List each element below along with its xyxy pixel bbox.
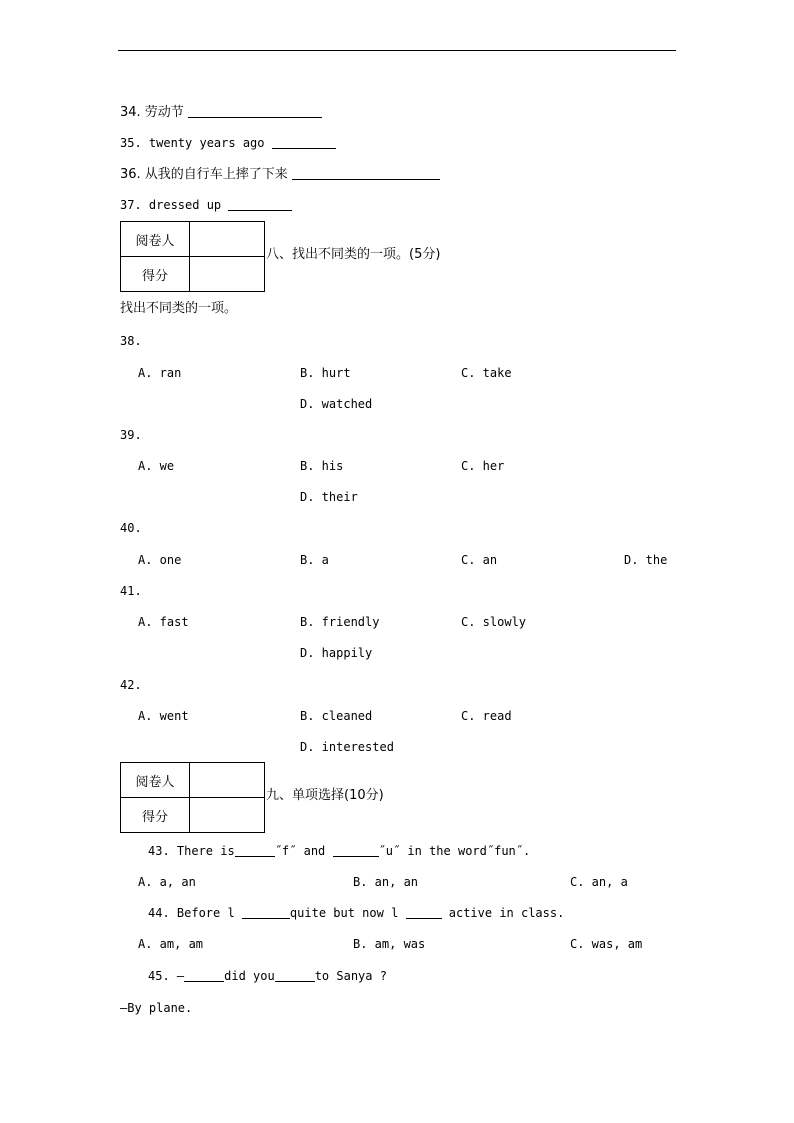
- answer-blank-44-1[interactable]: [242, 917, 290, 919]
- option-43-b[interactable]: B. an, an: [353, 875, 419, 889]
- option-39-d[interactable]: D. their: [300, 490, 358, 504]
- question-45: [148, 969, 387, 983]
- header-rule: [118, 50, 676, 51]
- section9-title: 九、单项选择(10分): [266, 788, 384, 803]
- option-42-c[interactable]: C. read: [461, 709, 512, 723]
- option-44-c[interactable]: C. was, am: [570, 937, 643, 951]
- option-43-a[interactable]: A. a, an: [138, 875, 196, 889]
- answer-blank-45-2[interactable]: [275, 980, 315, 982]
- option-42-b[interactable]: B. cleaned: [300, 709, 373, 723]
- answer-blank-37[interactable]: [228, 209, 292, 211]
- option-40-a[interactable]: A. one: [138, 553, 182, 567]
- question-36: [120, 167, 440, 182]
- option-39-a[interactable]: A. we: [138, 459, 175, 473]
- answer-blank-45-1[interactable]: [184, 980, 224, 982]
- option-40-d[interactable]: D. the: [624, 553, 668, 567]
- question-37-text: 37. dressed up: [120, 198, 229, 212]
- reviewer-label: 阅卷人: [121, 763, 190, 798]
- reviewer-label: 阅卷人: [121, 222, 190, 257]
- question-37: [120, 198, 292, 212]
- option-41-c[interactable]: C. slowly: [461, 615, 527, 629]
- answer-blank-43-1[interactable]: [235, 855, 275, 857]
- question-45-text-3: to Sanya ?: [314, 969, 387, 983]
- answer-blank-36[interactable]: [292, 178, 440, 180]
- reviewer-cell[interactable]: [190, 763, 265, 798]
- question-44-text-3: active in class.: [441, 906, 565, 920]
- question-43: [148, 844, 530, 858]
- option-41-d[interactable]: D. happily: [300, 646, 373, 660]
- option-38-c[interactable]: C. take: [461, 366, 512, 380]
- option-43-c[interactable]: C. an, a: [570, 875, 628, 889]
- option-44-a[interactable]: A. am, am: [138, 937, 204, 951]
- option-42-a[interactable]: A. went: [138, 709, 189, 723]
- answer-blank-43-2[interactable]: [333, 855, 379, 857]
- question-35-text: 35. twenty years ago: [120, 136, 272, 150]
- answer-blank-34[interactable]: [188, 116, 322, 118]
- score-cell[interactable]: [190, 257, 265, 292]
- question-35: [120, 136, 336, 150]
- option-40-c[interactable]: C. an: [461, 553, 498, 567]
- option-42-d[interactable]: D. interested: [300, 740, 394, 754]
- option-38-d[interactable]: D. watched: [300, 397, 373, 411]
- section8-title: 八、找出不同类的一项。(5分): [266, 247, 441, 262]
- question-43-text-3: ˝u˝ in the word˝fun˝.: [378, 844, 531, 858]
- question-43-text-2: ˝f˝ and: [274, 844, 333, 858]
- option-38-b[interactable]: B. hurt: [300, 366, 351, 380]
- answer-blank-44-2[interactable]: [406, 917, 442, 919]
- option-39-b[interactable]: B. his: [300, 459, 344, 473]
- option-44-b[interactable]: B. am, was: [353, 937, 426, 951]
- question-41-number: 41.: [120, 584, 142, 598]
- question-39-number: 39.: [120, 428, 142, 442]
- option-41-a[interactable]: A. fast: [138, 615, 189, 629]
- score-box-section9: [120, 762, 265, 833]
- question-36-text: 36. 从我的自行车上摔了下来: [120, 167, 292, 182]
- question-34: [120, 105, 322, 120]
- score-box-section8: [120, 221, 265, 292]
- question-45-text-1: 45. —: [148, 969, 185, 983]
- answer-blank-35[interactable]: [272, 147, 336, 149]
- option-40-b[interactable]: B. a: [300, 553, 329, 567]
- question-42-number: 42.: [120, 678, 142, 692]
- question-45-text-2: did you: [224, 969, 275, 983]
- option-39-c[interactable]: C. her: [461, 459, 505, 473]
- question-43-text-1: 43. There is: [148, 844, 235, 858]
- reviewer-cell[interactable]: [190, 222, 265, 257]
- question-45-answer: —By plane.: [120, 1001, 193, 1015]
- score-label: 得分: [121, 257, 190, 292]
- option-38-a[interactable]: A. ran: [138, 366, 182, 380]
- question-40-number: 40.: [120, 521, 142, 535]
- question-44-text-2: quite but now l: [289, 906, 406, 920]
- option-41-b[interactable]: B. friendly: [300, 615, 380, 629]
- question-34-text: 34. 劳动节: [120, 105, 188, 120]
- score-label: 得分: [121, 798, 190, 833]
- question-38-number: 38.: [120, 334, 142, 348]
- score-cell[interactable]: [190, 798, 265, 833]
- question-44: [148, 906, 564, 920]
- question-44-text-1: 44. Before l: [148, 906, 242, 920]
- section8-instruction: 找出不同类的一项。: [120, 301, 238, 316]
